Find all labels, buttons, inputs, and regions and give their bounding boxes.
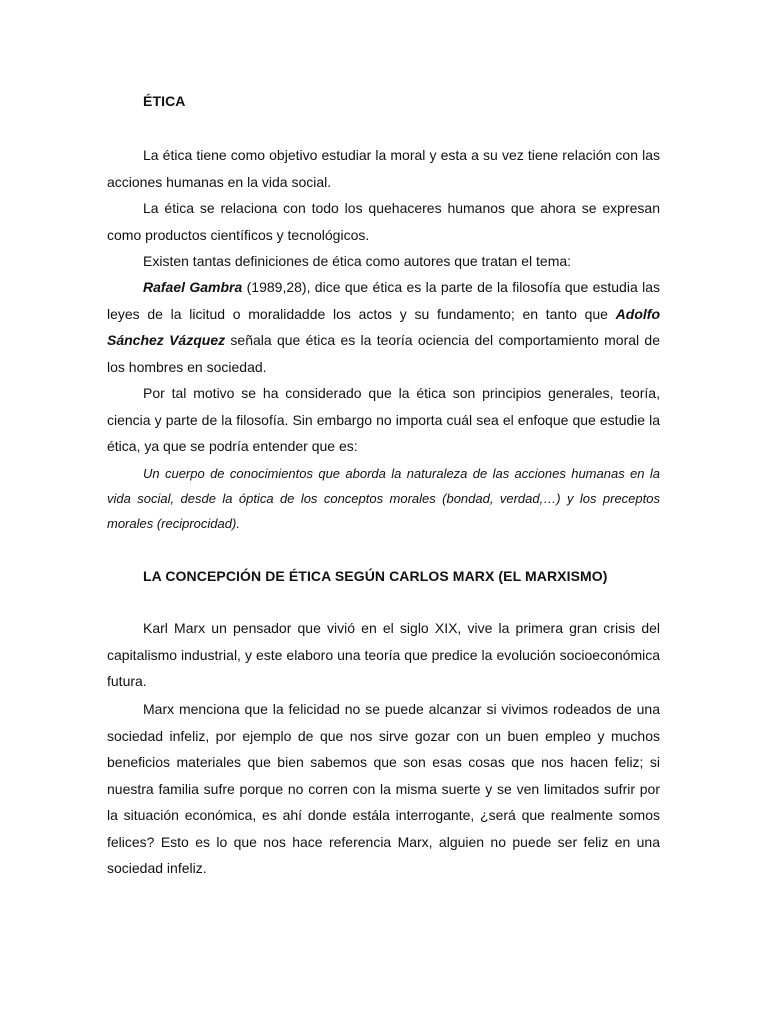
heading-marxismo: LA CONCEPCIÓN DE ÉTICA SEGÚN CARLOS MARX (EL MARXISMO) (143, 568, 608, 584)
paragraph-karl-marx: Karl Marx un pensador que vivió en el siglo XIX, vive la primera gran crisis del capitalismo industrial, y este elaboro una teoría que predice la evolución socioeconómica futura. (107, 620, 660, 689)
autores-text-part2: señala que ética es la teoría ociencia del comportamiento moral de los hombres en sociedad. (107, 332, 660, 375)
autores-text-part1: (1989,28), dice que ética es la parte de la filosofía que estudia las leyes de la licitud o moralidadde los actos y su fundamento; en tanto que (107, 279, 660, 322)
author-adolfo-sanchez: Adolfo Sánchez Vázquez (107, 305, 660, 348)
paragraph-principios: Por tal motivo se ha considerado que la ética son principios generales, teoría, ciencia y parte de la filosofía. Sin embargo no importa cuál sea el enfoque que estudie la ética, ya que se podría entender que es: (107, 385, 660, 454)
paragraph-etica-quehaceres: La ética se relaciona con todo los quehaceres humanos que ahora se expresan como productos científicos y tecnológicos. (107, 200, 660, 243)
paragraph-felicidad: Marx menciona que la felicidad no se puede alcanzar si vivimos rodeados de una sociedad infeliz, por ejemplo de que nos sirve gozar con un buen empleo y muchos beneficios materiales que bien sabemos que son esas cosas que nos hacen feliz; si nuestra familia sufre porque no corren con la misma suerte y se ven limitados sufrir por la situación económica, es ahí donde estála interrogante, ¿será que realmente somos felices? Esto es lo que nos hace referencia Marx, alguien no puede ser feliz en una sociedad infeliz. (107, 701, 660, 876)
paragraph-etica-objetivo: La ética tiene como objetivo estudiar la moral y esta a su vez tiene relación con las acciones humanas en la vida social. (107, 147, 660, 190)
quote-definicion: Un cuerpo de conocimientos que aborda la naturaleza de las acciones humanas en la vida social, desde la óptica de los conceptos morales (bondad, verdad,…) y los preceptos morales (reciprocidad). (107, 466, 660, 531)
heading-etica: ÉTICA (143, 93, 186, 109)
paragraph-autores (107, 274, 660, 380)
author-rafael-gambra: Rafael Gambra (143, 279, 243, 295)
paragraph-definiciones: Existen tantas definiciones de ética como autores que tratan el tema: (143, 253, 572, 269)
